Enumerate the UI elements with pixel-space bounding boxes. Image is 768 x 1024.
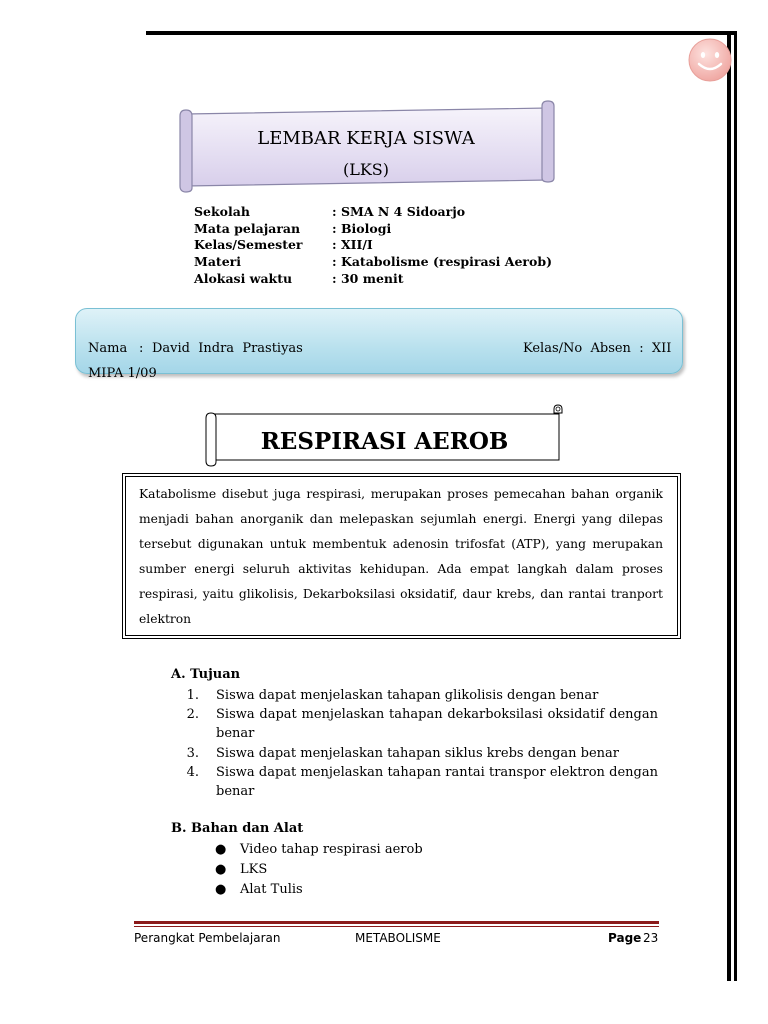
goal-number: 1. [186, 688, 199, 703]
material-text: Video tahap respirasi aerob [240, 842, 423, 857]
goal-text: Siswa dapat menjelaskan tahapan glikolisis dengan benar [216, 688, 599, 703]
name-colon: : [139, 341, 144, 356]
top-border-rule [146, 31, 734, 35]
goal-text: Siswa dapat menjelaskan tahapan rantai transpor elektron dengan benar [216, 765, 658, 799]
goals-heading: A. Tujuan [171, 667, 241, 682]
info-label: Sekolah [194, 204, 250, 219]
smiley-face-icon [686, 36, 734, 84]
student-name: David Indra Prastiyas [152, 341, 303, 356]
worksheet-title: LEMBAR KERJA SISWA [257, 128, 475, 149]
bullet-icon: ● [215, 842, 227, 857]
worksheet-subtitle: (LKS) [342, 160, 390, 179]
info-label: Mata pelajaran [194, 221, 301, 236]
info-label: Materi [194, 254, 241, 269]
name-label: Nama [88, 341, 128, 356]
info-value: : Biologi [332, 221, 392, 236]
bullet-icon: ● [215, 862, 227, 877]
material-text: LKS [240, 862, 268, 877]
intro-paragraph: Katabolisme disebut juga respirasi, merupakan proses pemecahan bahan organik menjadi bahan anorganik dan melepaskan sejumlah energi. Energi yang dilepas tersebut digunakan untuk membentuk adenosin trifosfat (ATP), yang merupakan sumber energi seluruh aktivitas kehidupan. Ada empat langkah dalam proses respirasi, yaitu glikolisis, Dekarboksilasi oksidatif, daur krebs, dan rantai tranport elektron [139, 487, 663, 626]
goal-number: 3. [186, 746, 199, 761]
materials-heading: B. Bahan dan Alat [171, 821, 304, 836]
topic-title: RESPIRASI AEROB [260, 428, 509, 455]
goal-number: 2. [186, 707, 199, 722]
goal-number: 4. [186, 765, 199, 780]
info-label: Kelas/Semester [194, 237, 303, 252]
class-absen: Kelas/No Absen : XII [523, 341, 672, 356]
right-border-rule-outer [734, 31, 737, 981]
footer-page-number: 23 [643, 931, 659, 945]
info-value: : SMA N 4 Sidoarjo [332, 204, 466, 219]
info-value: : XII/I [332, 237, 373, 252]
bullet-icon: ● [215, 882, 227, 897]
goal-text: Siswa dapat menjelaskan tahapan siklus krebs dengan benar [216, 746, 620, 761]
class-absen-continued: MIPA 1/09 [88, 366, 157, 381]
intro-box [125, 476, 678, 636]
info-label: Alokasi waktu [194, 271, 293, 286]
footer-rule-thin [134, 926, 659, 927]
info-value: : Katabolisme (respirasi Aerob) [332, 254, 552, 269]
material-text: Alat Tulis [240, 882, 303, 897]
goal-text: Siswa dapat menjelaskan tahapan dekarboksilasi oksidatif dengan benar [216, 707, 658, 741]
footer-page-label: Page [608, 931, 642, 945]
footer-center-text: METABOLISME [355, 931, 441, 945]
right-border-rule [727, 31, 731, 981]
footer-rule [134, 921, 659, 924]
footer-left-text: Perangkat Pembelajaran [134, 931, 281, 945]
info-value: : 30 menit [332, 271, 404, 286]
